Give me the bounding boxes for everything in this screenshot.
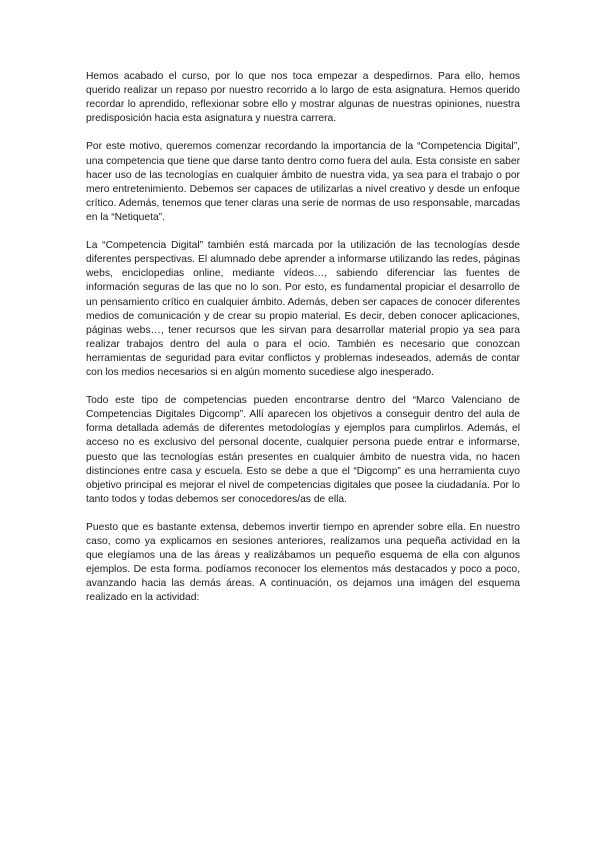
document-body — [86, 70, 520, 620]
paragraph-competencia-digital: Por este motivo, queremos comenzar recordando la importancia de la “Competencia Digital”, una competencia que tiene que darse tanto dentro como fuera del aula. Esta consiste en saber hacer uso de las tecnologías en cualquier ámbito de nuestra vida, ya sea para el trabajo o por mero entretenimiento. Debemos ser capaces de utilizarlas a nivel creativo y desde un enfoque crítico. Además, tenemos que tener claras una serie de normas de uso responsable, marcadas en la “Netiqueta”. — [86, 141, 520, 223]
paragraph-farewell: Hemos acabado el curso, por lo que nos toca empezar a despedirnos. Para ello, hemos querido realizar un repaso por nuestro recorrido a lo largo de esta asignatura. Hemos querido recordar lo aprendido, reflexionar sobre ello y mostrar algunas de nuestras opiniones, nuestra predisposición hacia esta asignatura y nuestra carrera. — [86, 71, 520, 125]
paragraph-actividad: Puesto que es bastante extensa, debemos invertir tiempo en aprender sobre ella. En nuestro caso, como ya explicamos en sesiones anteriores, realizamos una pequeña actividad en la que elegíamos una de las áreas y realizábamos un pequeño esquema de ella con algunos ejemplos. De esta forma. podíamos reconocer los elementos más destacados y poco a poco, avanzando hacia las demás áreas. A continuación, os dejamos una imágen del esquema realizado en la actividad: — [86, 522, 520, 604]
paragraph-perspectivas: La “Competencia Digital” también está marcada por la utilización de las tecnologías desde diferentes perspectivas. El alumnado debe aprender a informarse utilizando las redes, páginas webs, enciclopedias online, mediante vídeos…, sabiendo diferenciar las fuentes de información seguras de las que no lo son. Por esto, es fundamental propiciar el desarrollo de un pensamiento crítico en cualquier ámbito. Además, deben ser capaces de conocer diferentes medios de comunicación y de crear su propio material. Es decir, deben conocer aplicaciones, páginas webs…, tener recursos que les sirvan para desarrollar material propio ya sea para realizar trabajos dentro del aula o para el ocio. También es necesario que conozcan herramientas de seguridad para evitar conflictos y problemas indeseados, además de contar con los medios necesarios si en algún momento sucediese algo inesperado. — [86, 240, 520, 378]
paragraph-marco-digcomp: Todo este tipo de competencias pueden encontrarse dentro del “Marco Valenciano de Competencias Digitales Digcomp”. Allí aparecen los objetivos a conseguir dentro del aula de forma detallada además de diferentes metodologías y ejemplos para cumplirlos. Además, el acceso no es exclusivo del personal docente, cualquier persona puede entrar e informarse, puesto que las tecnologías están presentes en cualquier ámbito de nuestra vida, no hacen distinciones entre casa y escuela. Esto se debe a que el “Digcomp” es una herramienta cuyo objetivo principal es mejorar el nivel de competencias digitales que posee la ciudadanía. Por lo tanto todos y todas debemos ser conocedores/as de ella. — [86, 395, 520, 505]
